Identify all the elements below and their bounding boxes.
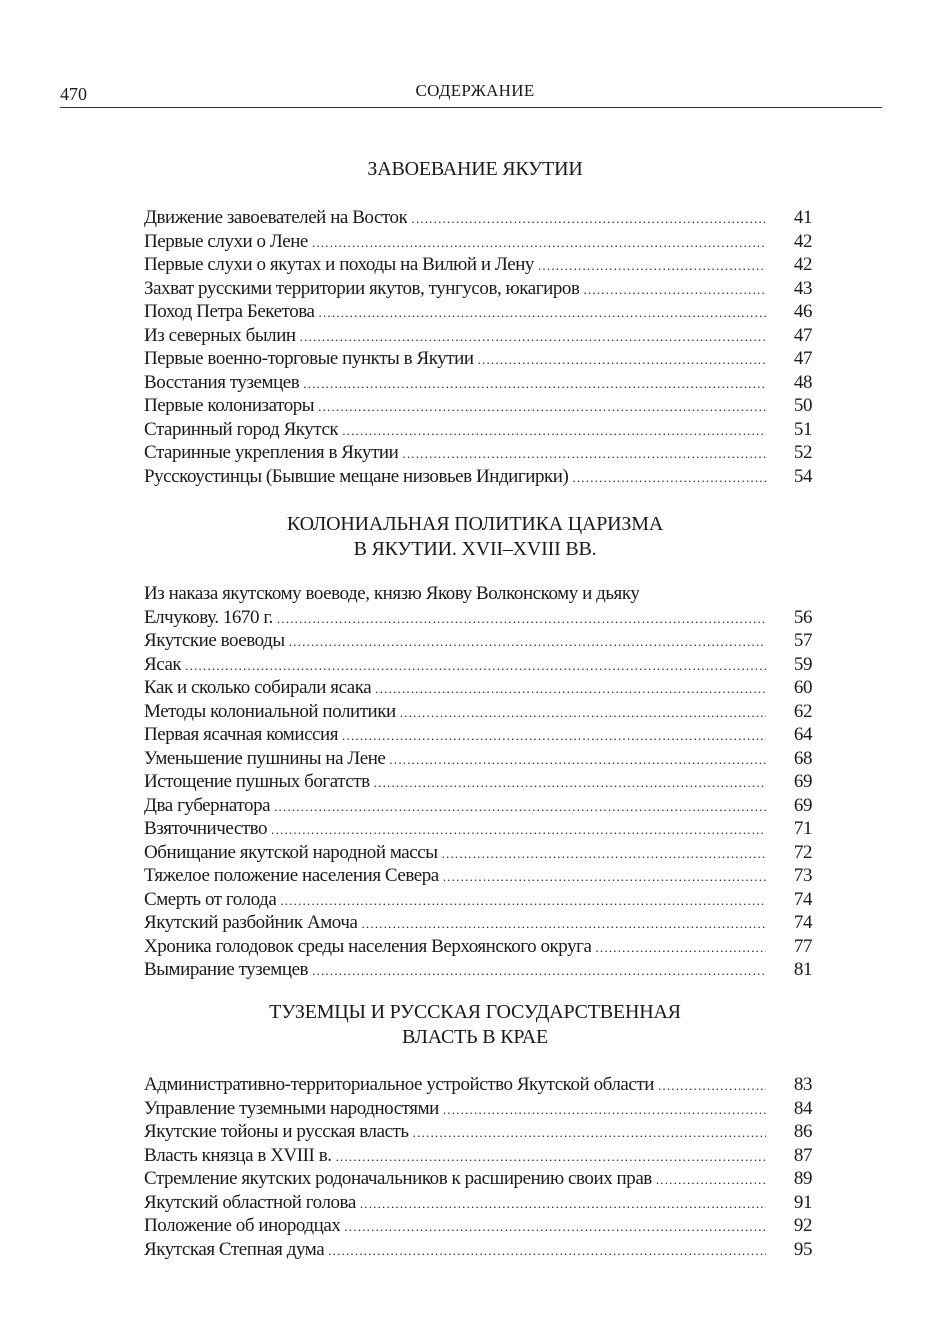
toc-entry[interactable]: [144, 300, 812, 324]
toc-entry-title: Старинный город Якутск: [144, 418, 339, 440]
dot-leader: [185, 654, 766, 678]
toc-entry-page: 84: [793, 1097, 812, 1119]
dot-leader: [274, 795, 766, 819]
dot-leader: [442, 842, 766, 866]
toc-entry-title: Первая ясачная комиссия: [144, 724, 339, 745]
dot-leader: [342, 724, 766, 748]
toc-entry-title: Истощение пушных богатств: [144, 771, 370, 792]
toc-entry-title: Восстания туземцев: [144, 371, 300, 393]
dot-leader: [411, 207, 766, 231]
toc-entry[interactable]: [144, 794, 812, 818]
dot-leader: [656, 1168, 766, 1192]
toc-entry[interactable]: [144, 817, 812, 841]
toc-entry-title: Поход Петра Бекетова: [144, 301, 315, 322]
toc-entry-page: 73: [793, 865, 812, 886]
dot-leader: [318, 395, 766, 419]
section-title-line: ТУЗЕМЦЫ И РУССКАЯ ГОСУДАРСТВЕННАЯ: [269, 1001, 681, 1023]
toc-entry[interactable]: [144, 935, 812, 959]
dot-leader: [300, 325, 766, 349]
dot-leader: [360, 1192, 766, 1216]
dot-leader: [361, 912, 766, 936]
toc-entry-page: 54: [793, 465, 812, 487]
toc-entry[interactable]: [144, 1144, 812, 1168]
dot-leader: [595, 936, 766, 960]
toc-entry[interactable]: [144, 1073, 812, 1097]
toc-entry[interactable]: [144, 418, 812, 442]
section-title-line: КОЛОНИАЛЬНАЯ ПОЛИТИКА ЦАРИЗМА: [286, 513, 664, 535]
toc-entry[interactable]: [144, 465, 812, 489]
toc-entry-title-continued: Елчукову. 1670 г.: [144, 606, 273, 628]
dot-leader: [277, 607, 766, 631]
dot-leader: [400, 701, 766, 725]
toc-entry-title: Из наказа якутскому воеводе, князю Якову Волконскому и дьяку: [144, 583, 640, 604]
toc-entry-page: 77: [793, 935, 812, 957]
toc-entry-page: 42: [793, 230, 812, 252]
toc-entry[interactable]: [144, 371, 812, 395]
toc-entry-page: 71: [793, 818, 812, 839]
dot-leader: [271, 818, 766, 842]
toc-entry-page: 52: [793, 442, 812, 463]
toc-entry[interactable]: [144, 253, 812, 277]
dot-leader: [583, 278, 766, 302]
toc-entry[interactable]: [144, 653, 812, 677]
toc-entry-page: 62: [793, 700, 812, 722]
toc-entry[interactable]: [144, 629, 812, 653]
toc-entry[interactable]: [144, 1238, 812, 1262]
toc-entry-page: 56: [793, 606, 812, 628]
toc-entry[interactable]: [144, 1097, 812, 1121]
toc-entry-line[interactable]: [144, 582, 812, 606]
dot-leader: [312, 959, 766, 983]
dot-leader: [344, 1215, 766, 1239]
section-title-line: ЗАВОЕВАНИЕ ЯКУТИИ: [367, 158, 583, 180]
dot-leader: [280, 889, 766, 913]
toc-entry-title: Административно-территориальное устройство Якутской области: [144, 1074, 654, 1095]
dot-leader: [478, 348, 766, 372]
toc-entry-title: Якутский областной голова: [144, 1191, 356, 1213]
toc-entry-page: 43: [793, 277, 812, 299]
toc-entry-page: 74: [793, 912, 812, 933]
toc-entry-page: 83: [793, 1074, 812, 1095]
toc-entry-title: Методы колониальной политики: [144, 700, 396, 722]
toc-entry-title: Первые колонизаторы: [144, 395, 315, 416]
toc-entry-title: Якутские воеводы: [144, 630, 285, 651]
toc-entry-page: 86: [793, 1121, 812, 1142]
dot-leader: [443, 865, 766, 889]
toc-entry-page: 47: [793, 348, 812, 369]
toc-entry-page: 74: [793, 888, 812, 910]
toc-entry-title: Обнищание якутской народной массы: [144, 841, 438, 863]
toc-entry-title: Движение завоевателей на Восток: [144, 207, 408, 228]
toc-entry[interactable]: [144, 700, 812, 724]
toc-entry[interactable]: [144, 606, 812, 630]
toc-entry[interactable]: [144, 747, 812, 771]
toc-entry[interactable]: [144, 1214, 812, 1238]
toc-entry[interactable]: [144, 1120, 812, 1144]
toc-entry-title: Власть князца в XVIII в.: [144, 1144, 332, 1166]
toc-entry-page: 51: [793, 418, 812, 440]
toc-entry-title: Якутский разбойник Амоча: [144, 912, 358, 933]
toc-entry-title: Управление туземными народностями: [144, 1097, 439, 1119]
toc-entry-title: Тяжелое положение населения Севера: [144, 865, 439, 886]
toc-entry[interactable]: [144, 1191, 812, 1215]
dot-leader: [389, 748, 766, 772]
dot-leader: [572, 466, 766, 490]
toc-entry-title: Первые слухи о Лене: [144, 230, 308, 252]
dot-leader: [342, 419, 766, 443]
toc-entry[interactable]: [144, 958, 812, 982]
toc-entry-page: 69: [793, 794, 812, 816]
toc-entry[interactable]: [144, 841, 812, 865]
dot-leader: [375, 677, 766, 701]
dot-leader: [443, 1098, 766, 1122]
toc-entry-title: Положение об инородцах: [144, 1215, 341, 1236]
toc-entry-title: Первые слухи о якутах и походы на Вилюй и Лену: [144, 254, 534, 275]
toc-entry[interactable]: [144, 911, 812, 935]
toc-entry-page: 60: [793, 677, 812, 698]
running-head: СОДЕРЖАНИЕ: [415, 81, 535, 100]
toc-entry[interactable]: [144, 206, 812, 230]
toc-entry[interactable]: [144, 324, 812, 348]
toc-entry-page: 50: [793, 395, 812, 416]
toc-entry-page: 87: [793, 1144, 812, 1166]
dot-leader: [289, 630, 766, 654]
toc-entry-page: 81: [793, 959, 812, 980]
dot-leader: [413, 1121, 766, 1145]
section-title: [0, 157, 950, 182]
toc-entry-title: Как и сколько собирали ясака: [144, 677, 372, 698]
toc-entry-title: Якутская Степная дума: [144, 1238, 325, 1260]
toc-entry-page: 68: [793, 747, 812, 769]
toc-entry[interactable]: [144, 230, 812, 254]
toc-entry-title: Старинные укрепления в Якутии: [144, 442, 399, 463]
dot-leader: [336, 1145, 766, 1169]
toc-entry-title: Стремление якутских родоначальников к расширению своих прав: [144, 1168, 652, 1189]
toc-entry-page: 42: [793, 254, 812, 275]
dot-leader: [319, 301, 766, 325]
toc-section-entries: [144, 1073, 812, 1261]
toc-entry-page: 47: [793, 324, 812, 346]
toc-entry-page: 72: [793, 841, 812, 863]
toc-entry[interactable]: [144, 676, 812, 700]
toc-entry-page: 59: [793, 653, 812, 675]
toc-section-entries: [144, 582, 812, 982]
toc-entry-page: 95: [793, 1238, 812, 1260]
toc-entry[interactable]: [144, 1167, 812, 1191]
toc-entry-title: Взяточничество: [144, 818, 268, 839]
section-title: [0, 512, 950, 562]
dot-leader: [538, 254, 766, 278]
toc-entry-title: Ясак: [144, 653, 182, 675]
toc-entry[interactable]: [144, 277, 812, 301]
toc-entry[interactable]: [144, 347, 812, 371]
dot-leader: [402, 442, 766, 466]
toc-entry[interactable]: [144, 770, 812, 794]
toc-entry-title: Из северных былин: [144, 324, 296, 346]
header-rule: [60, 107, 882, 108]
toc-entry-title: Якутские тойоны и русская власть: [144, 1121, 409, 1142]
toc-entry-page: 48: [793, 371, 812, 393]
dot-leader: [374, 771, 766, 795]
section-title-line: ВЛАСТЬ В КРАЕ: [402, 1026, 548, 1048]
toc-entry-title: Захват русскими территории якутов, тунгусов, юкагиров: [144, 277, 580, 299]
section-title: [0, 1000, 950, 1050]
toc-entry[interactable]: [144, 888, 812, 912]
toc-entry-title: Первые военно-торговые пункты в Якутии: [144, 348, 474, 369]
toc-entry-title: Два губернатора: [144, 794, 271, 816]
dot-leader: [303, 372, 766, 396]
toc-entry[interactable]: [144, 864, 812, 888]
dot-leader: [328, 1239, 766, 1263]
toc-entry-page: 64: [793, 724, 812, 745]
dot-leader: [658, 1074, 766, 1098]
toc-entry-title: Вымирание туземцев: [144, 959, 309, 980]
page-number: 470: [60, 84, 87, 104]
toc-entry-page: 46: [793, 301, 812, 322]
toc-entry-page: 89: [793, 1168, 812, 1189]
dot-leader: [312, 231, 766, 255]
toc-section-entries: [144, 206, 812, 488]
toc-entry-title: Смерть от голода: [144, 888, 277, 910]
toc-entry-title: Хроника голодовок среды населения Верхоянского округа: [144, 935, 592, 957]
toc-entry-page: 41: [793, 207, 812, 228]
toc-entry-title: Русскоустинцы (Бывшие мещане низовьев Индигирки): [144, 465, 569, 487]
toc-entry[interactable]: [144, 394, 812, 418]
toc-entry-page: 91: [793, 1191, 812, 1213]
toc-entry[interactable]: [144, 723, 812, 747]
toc-entry-page: 57: [793, 630, 812, 651]
section-title-line: В ЯКУТИИ. XVII–XVIII ВВ.: [353, 538, 597, 560]
toc-entry-title: Уменьшение пушнины на Лене: [144, 747, 386, 769]
toc-entry-page: 92: [793, 1215, 812, 1236]
toc-entry[interactable]: [144, 441, 812, 465]
toc-entry-page: 69: [793, 771, 812, 792]
